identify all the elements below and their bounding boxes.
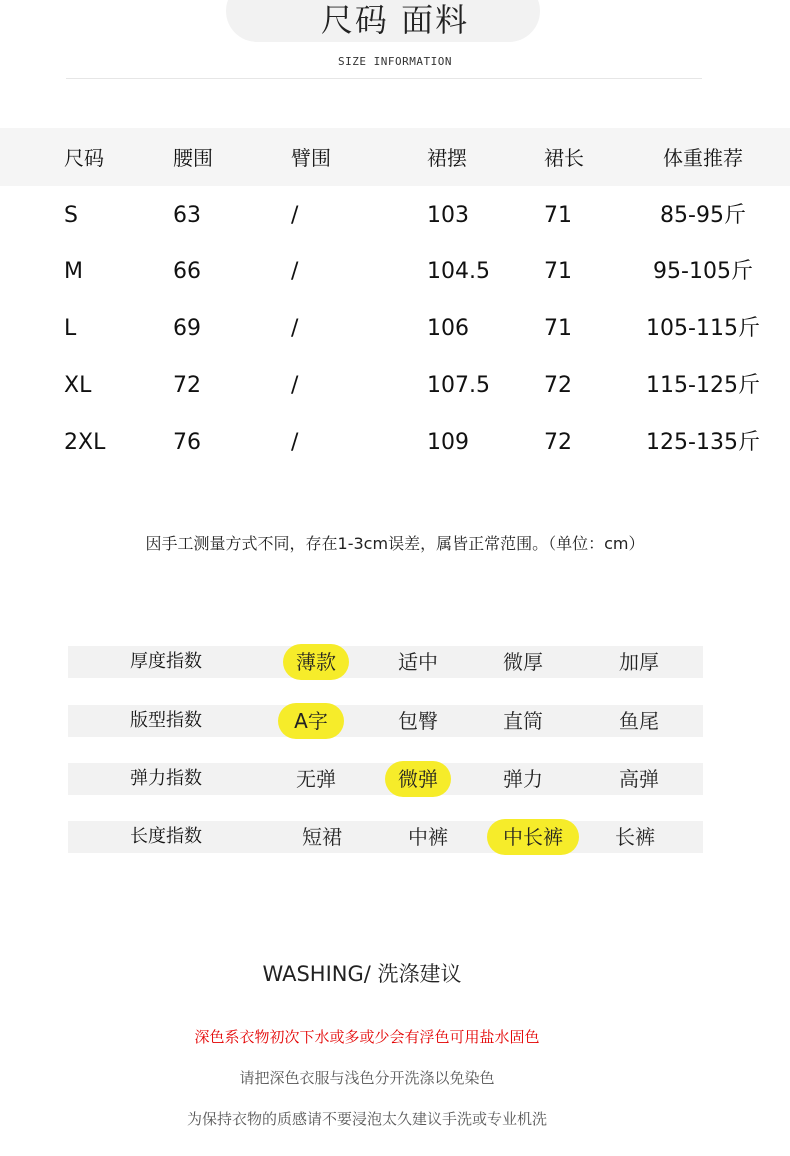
attribute-option: 弹力: [503, 767, 543, 791]
length-cell: 71: [544, 259, 572, 284]
divider: [66, 78, 702, 79]
arm-cell: /: [291, 373, 299, 398]
waist-cell: 76: [173, 430, 201, 455]
arm-cell: /: [291, 430, 299, 455]
attribute-option-selected: 微弹: [385, 761, 451, 797]
attribute-label: 弹力指数: [130, 768, 202, 789]
attribute-row-elasticity: [68, 763, 703, 795]
waist-cell: 63: [173, 203, 201, 228]
column-header: 体重推荐: [663, 146, 743, 170]
weight-cell: 115-125斤: [646, 373, 760, 398]
length-cell: 72: [544, 373, 572, 398]
attribute-option: 直筒: [503, 709, 543, 733]
length-cell: 71: [544, 316, 572, 341]
attribute-row-length: [68, 821, 703, 853]
washing-tip: 深色系衣物初次下水或多或少会有浮色可用盐水固色: [194, 1028, 540, 1046]
length-cell: 71: [544, 203, 572, 228]
size-cell: M: [64, 259, 83, 284]
attribute-option-selected: A字: [278, 703, 344, 739]
attribute-option-selected: 薄款: [283, 644, 349, 680]
page-title: 尺码 面料: [320, 1, 470, 39]
waist-cell: 66: [173, 259, 201, 284]
size-cell: L: [64, 316, 77, 341]
washing-title: WASHING/ 洗涤建议: [262, 962, 462, 986]
attribute-option: 中裤: [408, 825, 448, 849]
waist-cell: 69: [173, 316, 201, 341]
column-header: 裙摆: [427, 146, 467, 170]
weight-cell: 105-115斤: [646, 316, 760, 341]
attribute-option: 微厚: [503, 650, 543, 674]
hem-cell: 106: [427, 316, 469, 341]
attribute-row-thickness: [68, 646, 703, 678]
attribute-option: 高弹: [619, 767, 659, 791]
washing-tip: 请把深色衣服与浅色分开洗涤以免染色: [239, 1069, 495, 1087]
size-cell: 2XL: [64, 430, 106, 455]
arm-cell: /: [291, 316, 299, 341]
arm-cell: /: [291, 259, 299, 284]
attribute-option-selected: 中长裤: [487, 819, 579, 855]
attribute-option: 包臀: [398, 709, 438, 733]
hem-cell: 109: [427, 430, 469, 455]
attribute-option: 长裤: [615, 825, 655, 849]
arm-cell: /: [291, 203, 299, 228]
attribute-label: 版型指数: [130, 710, 202, 731]
attribute-option: 加厚: [619, 650, 659, 674]
attribute-label: 长度指数: [130, 826, 202, 847]
weight-cell: 85-95斤: [660, 203, 746, 228]
weight-cell: 95-105斤: [653, 259, 753, 284]
column-header: 尺码: [64, 146, 104, 170]
attribute-option: 鱼尾: [619, 709, 659, 733]
length-cell: 72: [544, 430, 572, 455]
measurement-note: 因手工测量方式不同，存在1-3cm误差，属皆正常范围。（单位：cm）: [145, 534, 645, 553]
attribute-label: 厚度指数: [130, 651, 202, 672]
size-cell: S: [64, 203, 78, 228]
attribute-option: 无弹: [296, 767, 336, 791]
attribute-row-fit: [68, 705, 703, 737]
size-cell: XL: [64, 373, 92, 398]
hem-cell: 107.5: [427, 373, 490, 398]
hem-cell: 103: [427, 203, 469, 228]
washing-tip: 为保持衣物的质感请不要浸泡太久建议手洗或专业机洗: [186, 1110, 547, 1128]
column-header: 裙长: [544, 146, 584, 170]
hem-cell: 104.5: [427, 259, 490, 284]
attribute-option: 适中: [398, 650, 438, 674]
page-subtitle: SIZE INFORMATION: [338, 55, 452, 68]
waist-cell: 72: [173, 373, 201, 398]
column-header: 腰围: [173, 146, 213, 170]
attribute-option: 短裙: [302, 825, 342, 849]
weight-cell: 125-135斤: [646, 430, 760, 455]
column-header: 臂围: [291, 146, 331, 170]
